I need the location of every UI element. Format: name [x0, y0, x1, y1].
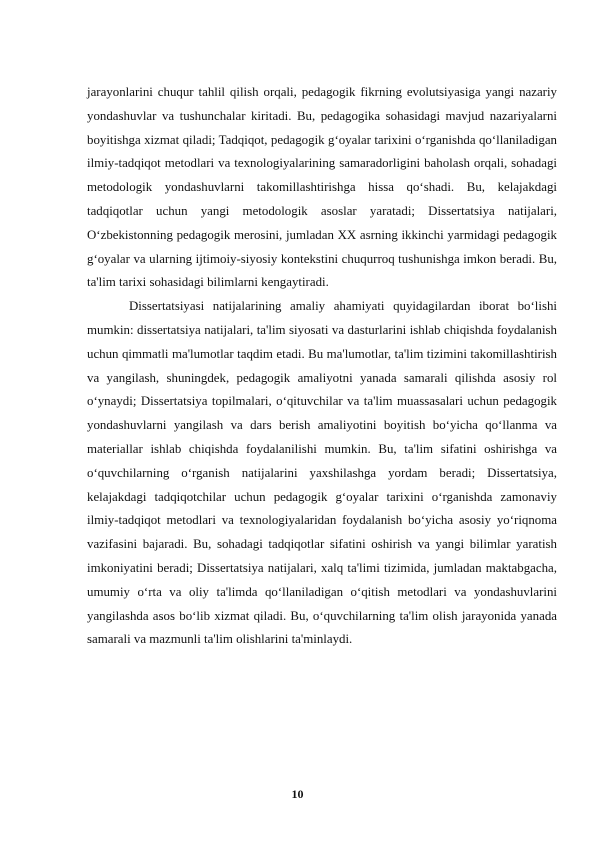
paragraph-practical-significance: Dissertatsiyasi natijalarining amaliy ahamiyati quyidagilardan iborat bo‘lishi mumkin: dissertatsiya natijalari, ta'lim siyosati va dasturlarini ishlab chiqishda foydalanish uchun qimmatli ma'lumotlar taqdim etadi. Bu ma'lumotlar, ta'lim tizimini takomillashtirish va yangilash, shuningdek, pedagogik amaliyotni yanada samarali qilishda asosiy rol o‘ynaydi; Dissertatsiya topilmalari, o‘qituvchilar va ta'lim muassasalari uchun pedagogik yondashuvlarni yangilash va dars berish amaliyotini boyitish bo‘yicha qo‘llanma va materiallar ishlab chiqishda foydalanilishi mumkin. Bu, ta'lim sifatini oshirishga va o‘quvchilarning o‘rganish natijalarini yaxshilashga yordam beradi; Dissertatsiya, kelajakdagi tadqiqotchilar uchun pedagogik g‘oyalar tarixini o‘rganishda zamonaviy ilmiy-tadqiqot metodlari va texnologiyalaridan foydalanish bo‘yicha asosiy yo‘riqnoma vazifasini bajaradi. Bu, sohadagi tadqiqotlar sifatini oshirish va yangi bilimlar yaratish imkoniyatini beradi; Dissertatsiya natijalari, xalq ta'limi tizimida, jumladan maktabgacha, umumiy o‘rta va oliy ta'limda qo‘llaniladigan o‘qitish metodlari va yondashuvlarini yangilashda asos bo‘lib xizmat qiladi. Bu, o‘quvchilarning ta'lim olish jarayonida yanada samarali va mazmunli ta'lim olishlarini ta'minlaydi. — [87, 299, 557, 647]
paragraph-continuation: jarayonlarini chuqur tahlil qilish orqali, pedagogik fikrning evolutsiyasiga yangi nazariy yondashuvlar va tushunchalar kiritadi. Bu, pedagogika sohasidagi mavjud nazariyalarni boyitishga xizmat qiladi; Tadqiqot, pedagogik g‘oyalar tarixini o‘rganishda qo‘llaniladigan ilmiy-tadqiqot metodlari va texnologiyalarining samaradorligini baholash orqali, sohadagi metodologik yondashuvlarni takomillashtirishga hissa qo‘shadi. Bu, kelajakdagi tadqiqotlar uchun yangi metodologik asoslar yaratadi; Dissertatsiya natijalari, O‘zbekistonning pedagogik merosini, jumladan XX asrning ikkinchi yarmidagi pedagogik g‘oyalar va ularning ijtimoiy-siyosiy kontekstini chuqurroq tushunishga imkon beradi. Bu, ta'lim tarixi sohasidagi bilimlarni kengaytiradi. — [87, 85, 557, 290]
page-number: 10 — [291, 787, 304, 801]
body-text — [87, 81, 557, 652]
